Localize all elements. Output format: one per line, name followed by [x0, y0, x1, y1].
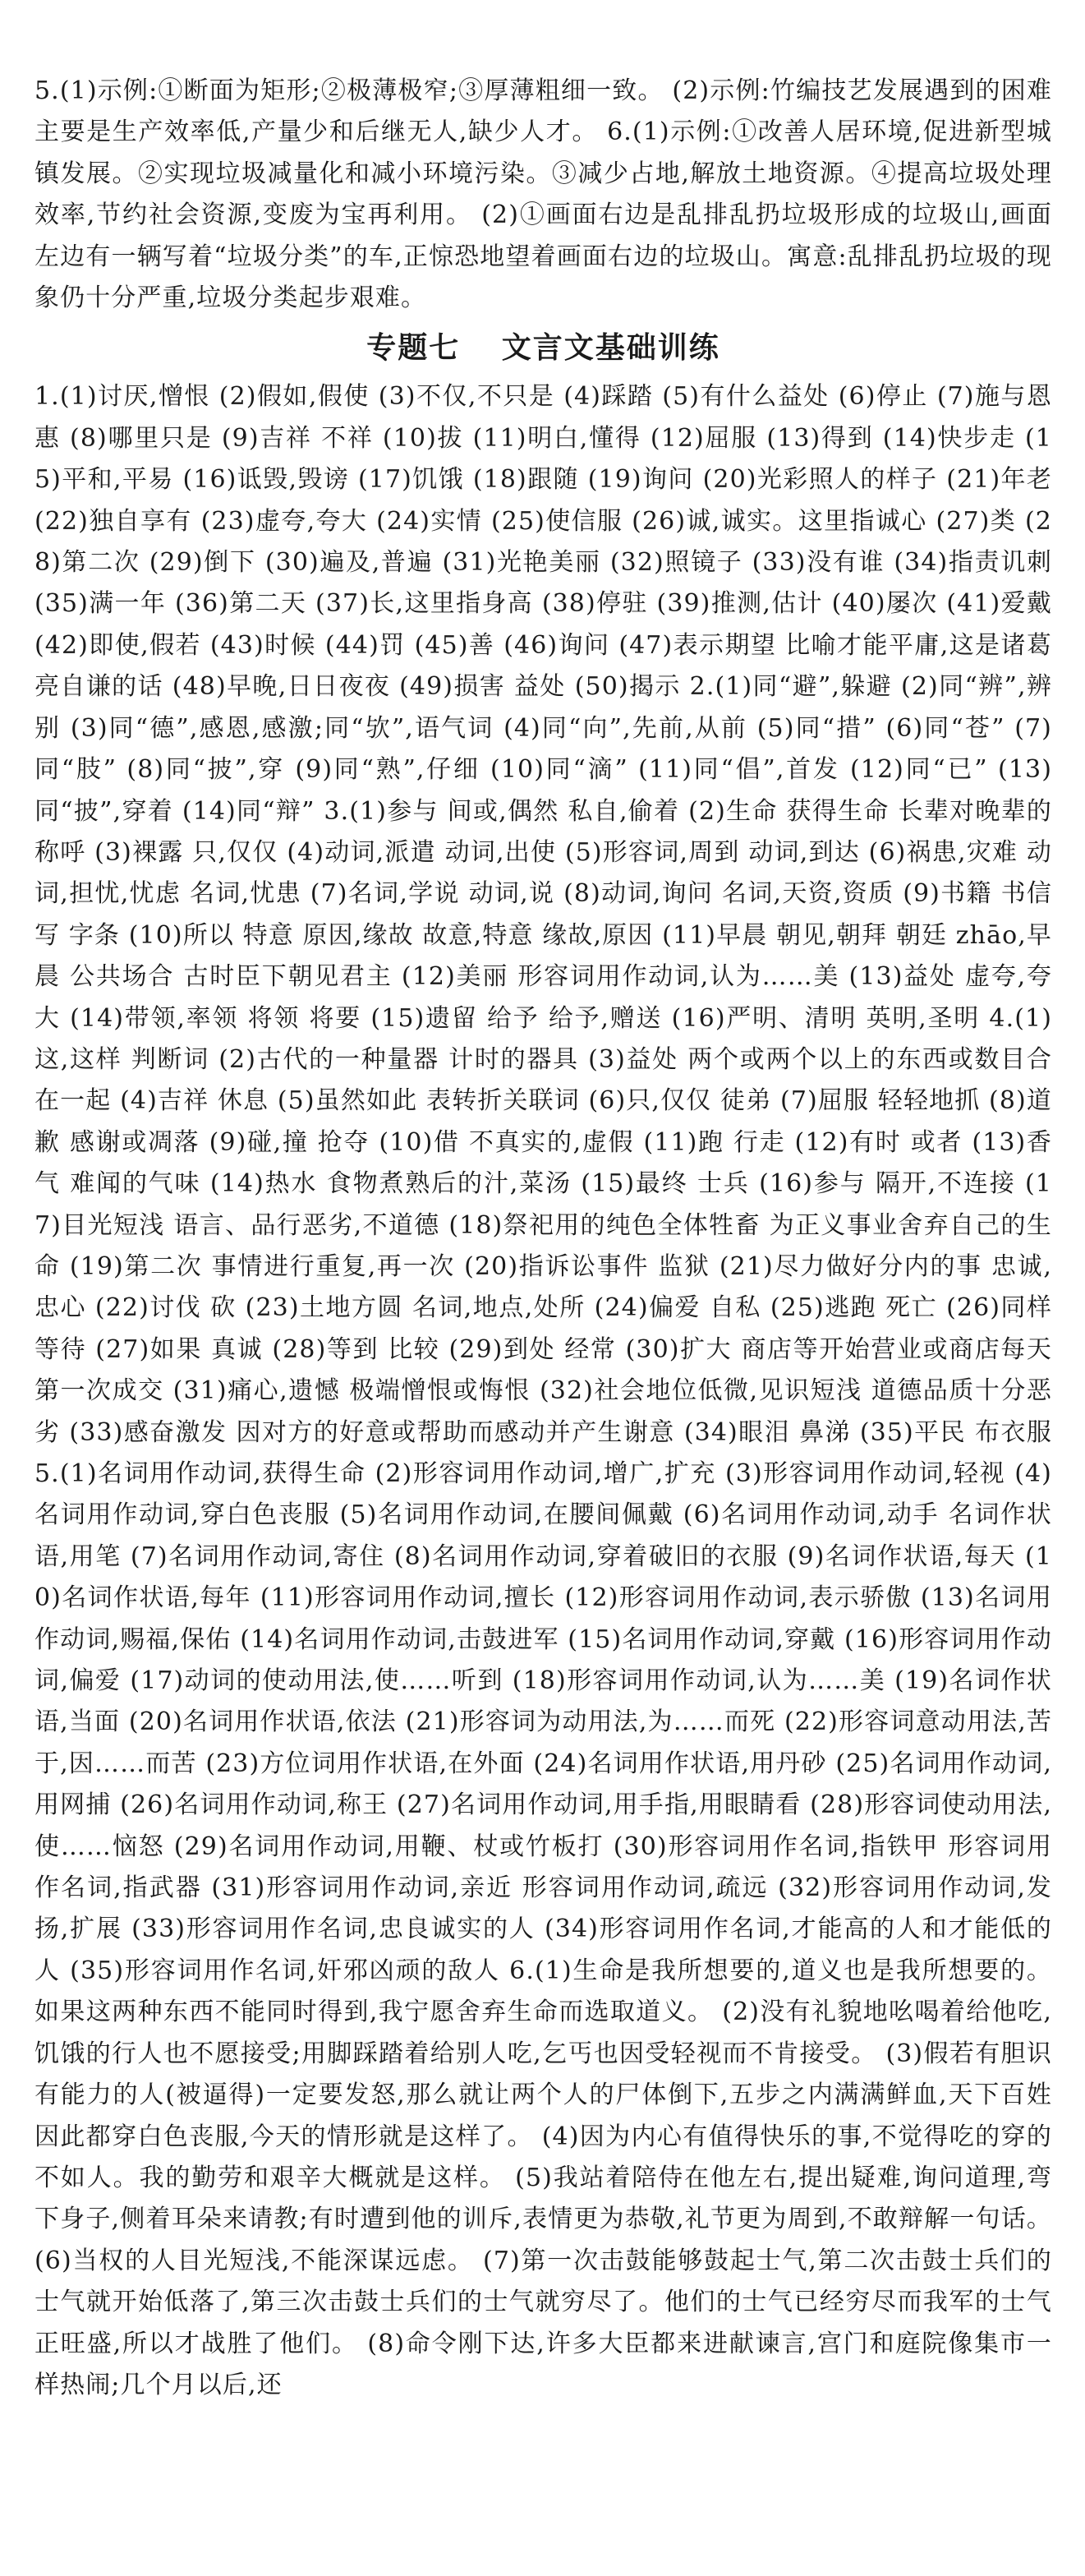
- section-topic: 专题七: [366, 331, 461, 366]
- section-title: 文言文基础训练: [501, 331, 720, 366]
- section-heading: [34, 324, 1052, 373]
- previous-section-answers: 5.(1)示例:①断面为矩形;②极薄极窄;③厚薄粗细一致。 (2)示例:竹编技艺发展遇到的困难主要是生产效率低,产量少和后继无人,缺少人才。 6.(1)示例:①改善人居环境,促进新型城镇发展。②实现垃圾减量化和减小环境污染。③减少占地,解放土地资源。④提高垃圾处理效率,节约社会资源,变废为宝再利用。 (2)①画面右边是乱排乱扔垃圾形成的垃圾山,画面左边有一辆写着“垃圾分类”的车,正惊恐地望着画面右边的垃圾山。寓意:乱排乱扔垃圾的现象仍十分严重,垃圾分类起步艰难。: [34, 76, 1052, 313]
- section-answers: 1.(1)讨厌,憎恨 (2)假如,假使 (3)不仅,不只是 (4)踩踏 (5)有什么益处 (6)停止 (7)施与恩惠 (8)哪里只是 (9)吉祥 不祥 (10)拔 (11)明白,懂得 (12)屈服 (13)得到 (14)快步走 (15)平和,平易 (16)诋毁,毁谤 (17)饥饿 (18)跟随 (19)询问 (20)光彩照人的样子 (21)年老 (22)独自享有 (23)虚夸,夸大 (24)实情 (25)使信服 (26)诚,诚实。这里指诚心 (27)类 (28)第二次 (29)倒下 (30)遍及,普遍 (31)光艳美丽 (32)照镜子 (33)没有谁 (34)指责讥刺 (35)满一年 (36)第二天 (37)长,这里指身高 (38)停驻 (39)推测,估计 (40)屡次 (41)爱戴 (42)即使,假若 (43)时候 (44)罚 (45)善 (46)询问 (47)表示期望 比喻才能平庸,这是诸葛亮自谦的话 (48)早晚,日日夜夜 (49)损害 益处 (50)揭示 2.(1)同“避”,躲避 (2)同“辨”,辨别 (3)同“德”,感恩,感激;同“欤”,语气词 (4)同“向”,先前,从前 (5)同“措” (6)同“苍” (7)同“肢” (8)同“披”,穿 (9)同“熟”,仔细 (10)同“滴” (11)同“倡”,首发 (12)同“已” (13)同“披”,穿着 (14)同“辩” 3.(1)参与 间或,偶然 私自,偷着 (2)生命 获得生命 长辈对晚辈的称呼 (3)裸露 只,仅仅 (4)动词,派遣 动词,出使 (5)形容词,周到 动词,到达 (6)祸患,灾难 动词,担忧,忧虑 名词,忧患 (7)名词,学说 动词,说 (8)动词,询问 名词,天资,资质 (9)书籍 书信 写 字条 (10)所以 特意 原因,缘故 故意,特意 缘故,原因 (11)早晨 朝见,朝拜 朝廷 zhāo,早晨 公共场合 古时臣下朝见君主 (12)美丽 形容词用作动词,认为……美 (13)益处 虚夸,夸大 (14)带领,率领 将领 将要 (15)遗留 给予 给予,赠送 (16)严明、清明 英明,圣明 4.(1)这,这样 判断词 (2)古代的一种量器 计时的器具 (3)益处 两个或两个以上的东西或数目合在一起 (4)吉祥 休息 (5)虽然如此 表转折关联词 (6)只,仅仅 徒弟 (7)屈服 轻轻地抓 (8)道歉 感谢或凋落 (9)碰,撞 抢夺 (10)借 不真实的,虚假 (11)跑 行走 (12)有时 或者 (13)香气 难闻的气味 (14)热水 食物煮熟后的汁,菜汤 (15)最终 士兵 (16)参与 隔开,不连接 (17)目光短浅 语言、品行恶劣,不道德 (18)祭祀用的纯色全体牲畜 为正义事业舍弃自己的生命 (19)第二次 事情进行重复,再一次 (20)指诉讼事件 监狱 (21)尽力做好分内的事 忠诚,忠心 (22)讨伐 砍 (23)土地方圆 名词,地点,处所 (24)偏爱 自私 (25)逃跑 死亡 (26)同样 等待 (27)如果 真诚 (28)等到 比较 (29)到处 经常 (30)扩大 商店等开始营业或商店每天第一次成交 (31)痛心,遗憾 极端憎恨或悔恨 (32)社会地位低微,见识短浅 道德品质十分恶劣 (33)感奋激发 因对方的好意或帮助而感动并产生谢意 (34)眼泪 鼻涕 (35)平民 布衣服 5.(1)名词用作动词,获得生命 (2)形容词用作动词,增广,扩充 (3)形容词用作动词,轻视 (4)名词用作动词,穿白色丧服 (5)名词用作动词,在腰间佩戴 (6)名词用作动词,动手 名词作状语,用笔 (7)名词用作动词,寄住 (8)名词用作动词,穿着破旧的衣服 (9)名词作状语,每天 (10)名词作状语,每年 (11)形容词用作动词,擅长 (12)形容词用作动词,表示骄傲 (13)名词用作动词,赐福,保佑 (14)名词用作动词,击鼓进军 (15)名词用作动词,穿戴 (16)形容词用作动词,偏爱 (17)动词的使动用法,使……听到 (18)形容词用作动词,认为……美 (19)名词作状语,当面 (20)名词用作状语,依法 (21)形容词为动用法,为……而死 (22)形容词意动用法,苦于,因……而苦 (23)方位词用作状语,在外面 (24)名词用作状语,用丹砂 (25)名词用作动词,用网捕 (26)名词用作动词,称王 (27)名词用作动词,用手指,用眼睛看 (28)形容词使动用法,使……恼怒 (29)名词用作动词,用鞭、杖或竹板打 (30)形容词用作名词,指铁甲 形容词用作名词,指武器 (31)形容词用作动词,亲近 形容词用作动词,疏远 (32)形容词用作动词,发扬,扩展 (33)形容词用作名词,忠良诚实的人 (34)形容词用作名词,才能高的人和才能低的人 (35)形容词用作名词,奸邪凶顽的敌人 6.(1)生命是我所想要的,道义也是我所想要的。如果这两种东西不能同时得到,我宁愿舍弃生命而选取道义。 (2)没有礼貌地吆喝着给他吃,饥饿的行人也不愿接受;用脚踩踏着给别人吃,乞丐也因受轻视而不肯接受。 (3)假若有胆识有能力的人(被逼得)一定要发怒,那么就让两个人的尸体倒下,五步之内满满鲜血,天下百姓因此都穿白色丧服,今天的情形就是这样了。 (4)因为内心有值得快乐的事,不觉得吃的穿的不如人。我的勤劳和艰辛大概就是这样。 (5)我站着陪侍在他左右,提出疑难,询问道理,弯下身子,侧着耳朵来请教;有时遭到他的训斥,表情更为恭敬,礼节更为周到,不敢辩解一句话。 (6)当权的人目光短浅,不能深谋远虑。 (7)第一次击鼓能够鼓起士气,第二次击鼓士兵们的士气就开始低落了,第三次击鼓士兵们的士气就穷尽了。他们的士气已经穷尽而我军的士气正旺盛,所以才战胜了他们。 (8)命令刚下达,许多大臣都来进献谏言,宫门和庭院像集市一样热闹;几个月以后,还: [34, 382, 1052, 2399]
